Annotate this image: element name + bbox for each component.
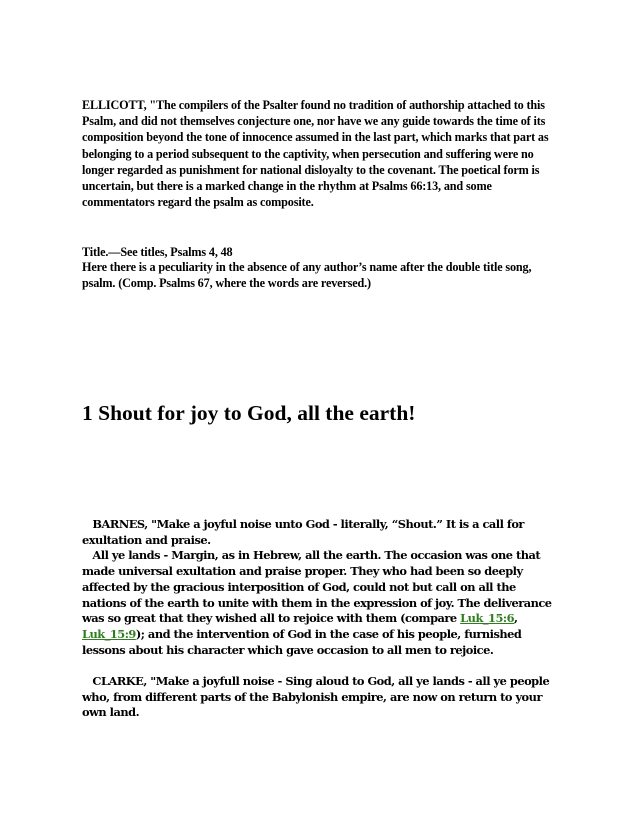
clarke-commentary: CLARKE, "Make a joyfull noise - Sing aloud to God, all ye lands - all ye people who, from different parts of the Babylonish empire, are now on return to your own land. (82, 674, 550, 720)
barnes-body: All ye lands - Margin, as in Hebrew, all the earth. The occasion was one that made universal exultation and praise proper. They who had been so deeply affected by the gracious interposition of God, could not but call on all the nations of the earth to unite with them in the expression of joy. The deliverance was so great that they wished all to rejoice with them (compare Luk_15:6, Luk_15:9); and the intervention of God in the case of his people, furnished lessons about his character which gave occasion to all men to rejoice. (82, 548, 552, 657)
barnes-intro: BARNES, "Make a joyful noise unto God - literally, “Shout.” It is a call for exultation and praise. (82, 517, 524, 547)
ellicott-commentary: ELLICOTT, "The compilers of the Psalter found no tradition of authorship attached to this Psalm, and did not themselves conjecture one, nor have we any guide towards the time of its composition beyond the tone of innocence assumed in the last part, which marks that part as belonging to a period subsequent to the captivity, when persecution and suffering were no longer regarded as punishment for national disloyalty to the covenant. The poetical form is uncertain, but there is a marked change in the rhythm at Psalms 66:13, and some commentators regard the psalm as composite. (82, 98, 549, 210)
barnes-commentary (82, 517, 560, 658)
title-note: Title.—See titles, Psalms 4, 48 (82, 245, 233, 259)
luke-15-6-link[interactable]: Luk_15:6 (460, 611, 515, 626)
luke-15-9-link[interactable]: Luk_15:9 (82, 626, 136, 641)
peculiarity-note: Here there is a peculiarity in the absence of any author’s name after the double title song, psalm. (Comp. Psalms 67, where the words are reversed.) (82, 260, 532, 291)
verse-heading: 1 Shout for joy to God, all the earth! (82, 401, 416, 425)
